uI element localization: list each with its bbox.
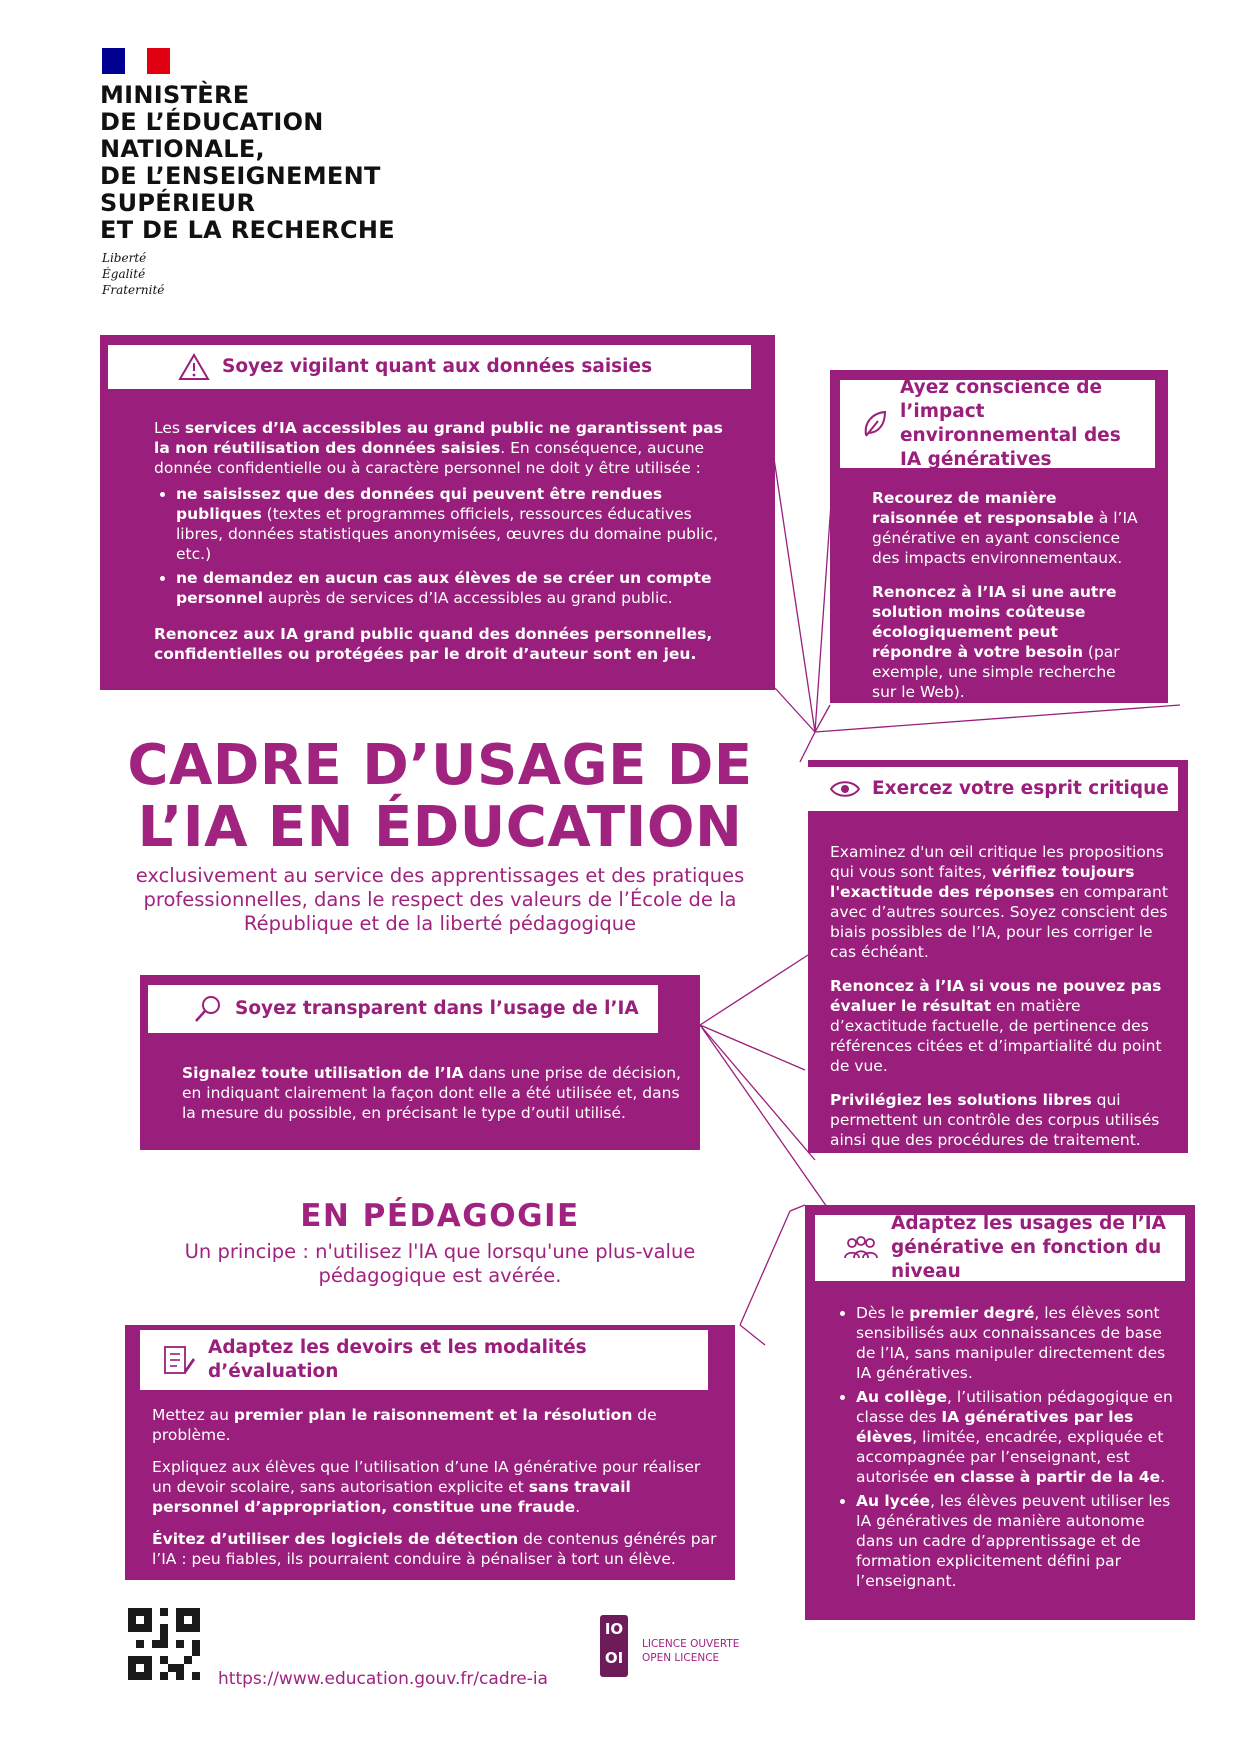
devoirs-title: Adaptez les devoirs et les modalités d’évaluation — [208, 1337, 587, 1382]
transparent-body: Signalez toute utilisation de l’IA dans une prise de décision, en indiquant clairement la façon dont elle a été utilisée et, dans la mesure du possible, en précisant le type d’outil utilisé. — [182, 1064, 681, 1122]
footer-url-link[interactable]: https://www.education.gouv.fr/cadre-ia — [218, 1669, 548, 1689]
critique-body: Examinez d'un œil critique les propositions qui vous sont faites, vérifiez toujours l'exactitude des réponses en comparant avec d’autres sources. Soyez conscient des biais possibles de l’IA, pour les corriger le cas échéant. Renoncez à l’IA si vous ne pouvez pas évaluer le résultat en matière d’exactitude factuelle, de pertinence des références citées et d’impartialité du point de vue. Privilégiez les solutions libres qui permettent un contrôle des corpus utilisés ainsi que des procédures de traitement. — [830, 843, 1168, 1149]
republic-motto: Liberté Égalité Fraternité — [102, 251, 165, 297]
licence-label: LICENCE OUVERTE OPEN LICENCE — [642, 1638, 740, 1664]
environment-body: Recourez de manière raisonnée et responsable à l’IA générative en ayant conscience des impacts environnementaux. Renoncez à l’IA si une autre solution moins coûteuse écologiquement peut répondre à votre besoin (par exemple, une simple recherche sur le Web). — [872, 489, 1138, 701]
warning-icon — [178, 353, 210, 381]
critique-title: Exercez votre esprit critique — [872, 778, 1169, 799]
devoirs-title-box — [140, 1330, 708, 1390]
qr-code-icon — [128, 1608, 200, 1680]
list-item: • ne demandez en aucun cas aux élèves de se créer un compte personnel auprès de services d’IA accessibles au grand public. — [176, 568, 734, 608]
niveau-body — [838, 1303, 1178, 1595]
transparent-title: Soyez transparent dans l’usage de l’IA — [235, 998, 639, 1019]
leaf-icon — [862, 409, 888, 439]
niveau-title: Adaptez les usages de l’IA générative en fonction du niveau — [891, 1213, 1166, 1282]
vigilant-title-box — [108, 345, 751, 389]
eye-icon — [830, 779, 860, 799]
list-item: • Dès le premier degré, les élèves sont sensibilisés aux connaissances de base de l’IA, sans manipuler directement des IA génératives. — [856, 1303, 1178, 1383]
niveau-title-box — [815, 1215, 1185, 1281]
list-item: • Au collège, l’utilisation pédagogique en classe des IA génératives par les élèves, limitée, encadrée, expliquée et accompagnée par l’enseignant, est autorisée en classe à partir de la 4e. — [856, 1387, 1178, 1487]
republic-flag-logo — [102, 48, 170, 74]
magnifier-icon — [193, 994, 223, 1024]
group-icon — [843, 1236, 879, 1260]
critique-title-box — [808, 767, 1178, 811]
ministry-name: MINISTÈRE DE L’ÉDUCATION NATIONALE, DE L’ENSEIGNEMENT SUPÉRIEUR ET DE LA RECHERCHE — [100, 81, 395, 244]
vigilant-title: Soyez vigilant quant aux données saisies — [222, 356, 653, 377]
list-item: • ne saisissez que des données qui peuvent être rendues publiques (textes et programmes officiels, ressources éducatives libres, données statistiques anonymisées, œuvres du domaine public, etc.) — [176, 484, 734, 564]
checklist-edit-icon — [162, 1343, 196, 1377]
section-title-pedagogie: EN PÉDAGOGIE — [300, 1198, 580, 1234]
vigilant-body: Les services d’IA accessibles au grand public ne garantissent pas la non réutilisation des données saisies. En conséquence, aucune donnée confidentielle ou à caractère personnel ne doit y être utilisée : • ne saisissez que des données qui peuvent être rendues publiques (textes et programmes officiels, ressources éducatives libres, données statistiques anonymisées, œuvres du domaine public, etc.) • ne demandez en aucun cas aux élèves de se créer un compte personnel auprès de services d’IA accessibles au grand public. Renoncez aux IA grand public quand des données personnelles, confidentielles ou protégées par le droit d’auteur sont en jeu. — [154, 418, 734, 664]
list-item: • Au lycée, les élèves peuvent utiliser les IA génératives de manière autonome dans un cadre d’apprentissage et de formation explicitement défini par l’enseignant. — [856, 1491, 1178, 1591]
devoirs-body: Mettez au premier plan le raisonnement et la résolution de problème. Expliquez aux élèves que l’utilisation d’une IA générative pour réaliser un devoir scolaire, sans autorisation explicite et sans travail personnel d’appropriation, constitue une fraude. Évitez d’utiliser des logiciels de détection de contenus générés par l’IA : peu fiables, ils pourraient conduire à pénaliser à tort un élève. — [152, 1406, 717, 1568]
section-subtitle-pedagogie: Un principe : n'utilisez l'IA que lorsqu'une plus-value pédagogique est avérée. — [184, 1240, 696, 1287]
open-licence-logo: IO OI — [600, 1615, 628, 1677]
transparent-title-box — [148, 985, 658, 1033]
page-title: CADRE D’USAGE DE L’IA EN ÉDUCATION — [127, 733, 753, 860]
page-subtitle: exclusivement au service des apprentissages et des pratiques professionnelles, dans le respect des valeurs de l’École de la République et de la liberté pédagogique — [135, 864, 745, 935]
environment-title: Ayez conscience de l’impact environnemental des IA génératives — [900, 377, 1121, 470]
environment-title-box — [840, 377, 1155, 470]
